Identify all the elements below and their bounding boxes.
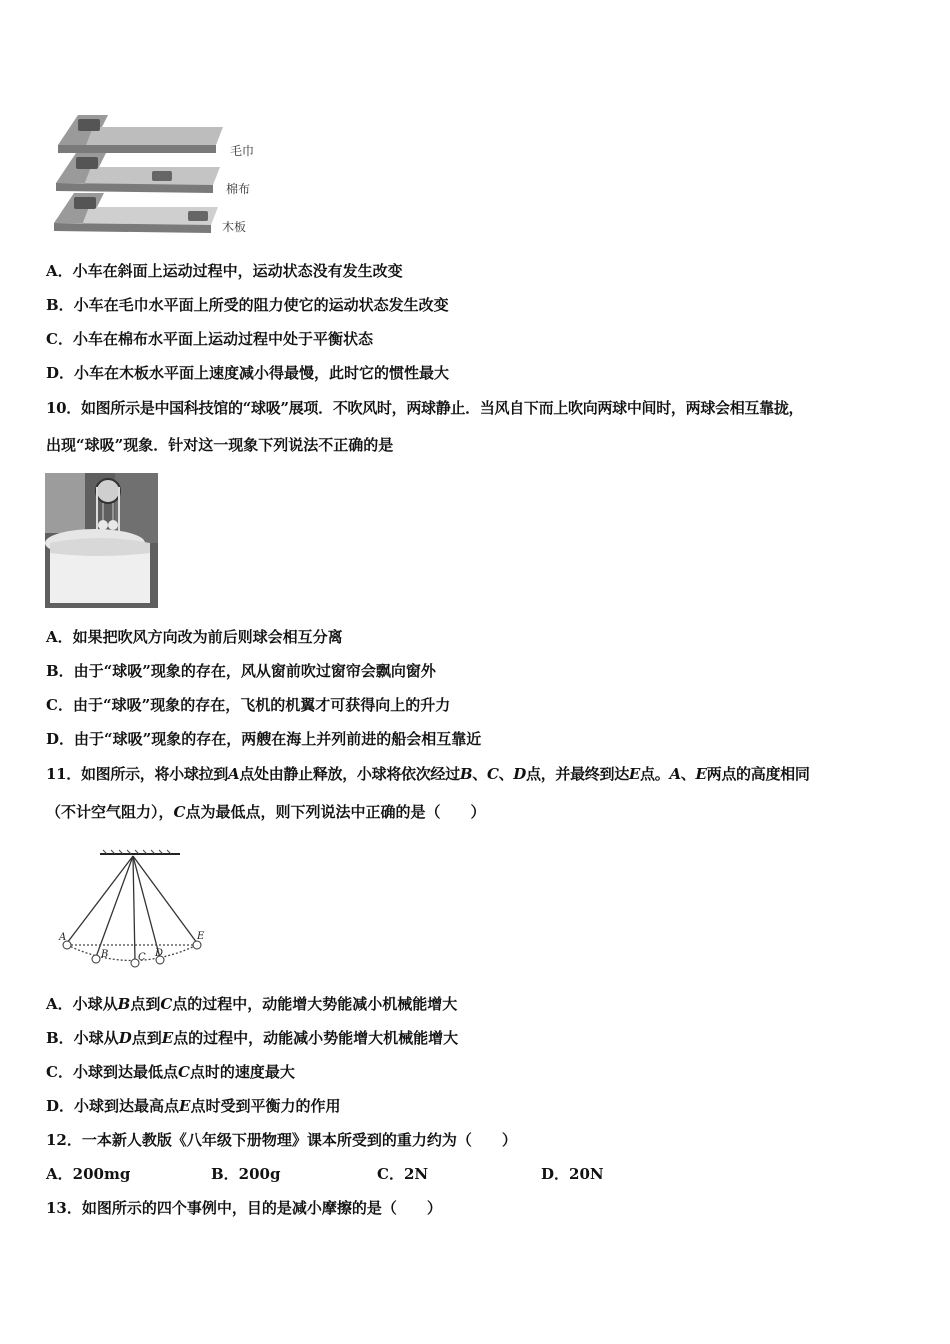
q9-option-d: D．小车在木板水平面上速度减小得最慢，此时它的惯性最大 — [46, 364, 450, 382]
incline-wood — [54, 193, 218, 233]
pendulum-label-c: C — [138, 952, 146, 963]
q12-option-d: D．20N — [541, 1165, 604, 1183]
incline-towel — [58, 115, 223, 153]
ball-suction-exhibit-photo — [45, 473, 158, 608]
q12-option-a: A．200mg — [46, 1165, 131, 1183]
q12-stem: 12．一本新人教版《八年级下册物理》课本所受到的重力约为（ ） — [46, 1131, 517, 1149]
incline-cotton — [56, 153, 220, 193]
q10-stem-line2: 出现“球吸”现象．针对这一现象下列说法不正确的是 — [46, 436, 394, 454]
q11-stem-line2: （不计空气阻力），C点为最低点，则下列说法中正确的是（ ） — [46, 803, 486, 821]
q11-stem-line1: 11．如图所示，将小球拉到A点处由静止释放，小球将依次经过B、C、D点，并最终到达E点。A、E两点的高度相同 — [46, 765, 810, 783]
pendulum-label-d: D — [155, 948, 164, 959]
pendulum-label-a: A — [59, 932, 67, 943]
q13-stem: 13．如图所示的四个事例中，目的是减小摩擦的是（ ） — [46, 1199, 442, 1217]
q10-option-a: A．如果把吹风方向改为前后则球会相互分离 — [46, 628, 343, 646]
q10-option-d: D．由于“球吸”现象的存在，两艘在海上并列前进的船会相互靠近 — [46, 730, 482, 748]
label-towel: 毛巾 — [230, 144, 255, 158]
q9-option-a: A．小车在斜面上运动过程中，运动状态没有发生改变 — [46, 262, 403, 280]
pendulum-figure — [55, 848, 215, 978]
label-wood: 木板 — [222, 220, 247, 234]
q9-option-c: C．小车在棉布水平面上运动过程中处于平衡状态 — [46, 330, 373, 348]
pendulum-label-b: B — [101, 949, 109, 960]
q10-option-b: B．由于“球吸”现象的存在，风从窗前吹过窗帘会飘向窗外 — [46, 662, 436, 680]
pendulum-label-e: E — [197, 931, 205, 942]
q12-option-b: B．200g — [211, 1165, 281, 1183]
q11-option-b: B．小球从D点到E点的过程中，动能减小势能增大机械能增大 — [46, 1029, 459, 1047]
label-cotton: 棉布 — [226, 182, 251, 196]
q11-option-d: D．小球到达最高点E点时受到平衡力的作用 — [46, 1097, 341, 1115]
q11-option-c: C．小球到达最低点C点时的速度最大 — [46, 1063, 295, 1081]
q10-stem-line1: 10．如图所示是中国科技馆的“球吸”展项．不吹风时，两球静止．当风自下而上吹向两球中间时，两球会相互靠拢， — [46, 399, 804, 417]
incline-surfaces-figure — [48, 105, 263, 240]
q9-option-b: B．小车在毛巾水平面上所受的阻力使它的运动状态发生改变 — [46, 296, 449, 314]
q10-option-c: C．由于“球吸”现象的存在，飞机的机翼才可获得向上的升力 — [46, 696, 451, 714]
q12-option-c: C．2N — [377, 1165, 429, 1183]
q11-option-a: A．小球从B点到C点的过程中，动能增大势能减小机械能增大 — [46, 995, 458, 1013]
